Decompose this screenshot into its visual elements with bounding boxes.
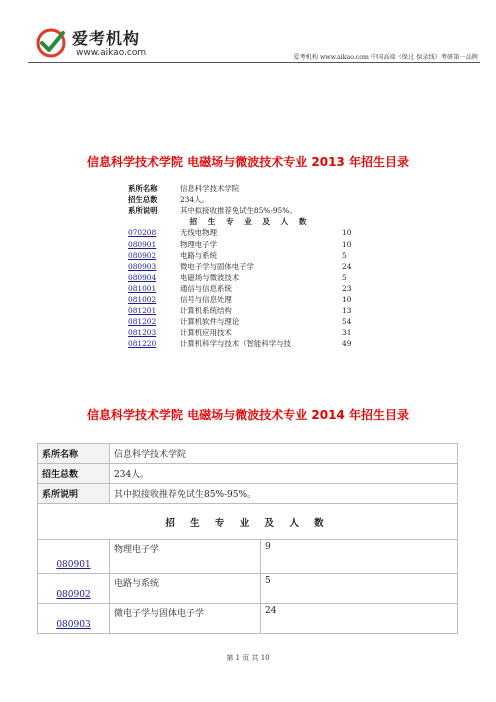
- table-row: [128, 272, 372, 283]
- aikao-logo: [36, 24, 176, 66]
- major-name: 计算机应用技术: [180, 328, 232, 338]
- table-row: [128, 250, 372, 261]
- total-label: 招生总数: [128, 195, 158, 205]
- dept-value: 信息科学技术学院: [110, 444, 458, 464]
- note-value: 其中拟接收推荐免试生85%-95%。: [110, 484, 458, 504]
- major-count: 10: [342, 228, 352, 238]
- major-code-link[interactable]: 080903: [56, 620, 91, 630]
- major-name: 微电子学与固体电子学: [180, 261, 254, 271]
- major-name: 计算机科学与技术（智能科学与技: [180, 339, 291, 349]
- major-count: 10: [342, 294, 352, 304]
- total-label: 招生总数: [38, 464, 110, 484]
- major-name: 物理电子学: [110, 540, 261, 574]
- major-code-link[interactable]: 081201: [128, 306, 157, 316]
- page-footer: 第 1 页 共 10: [226, 654, 270, 662]
- dept-row: [38, 444, 458, 464]
- major-code-link[interactable]: 080904: [128, 272, 157, 282]
- table-row: [128, 316, 372, 327]
- major-name: 计算机软件与理论: [180, 317, 240, 327]
- table-row: [128, 338, 372, 349]
- major-name: 电路与系统: [180, 250, 217, 260]
- major-count: 13: [342, 306, 352, 316]
- major-count: 5: [342, 272, 347, 282]
- list-header: 招 生 专 业 及 人 数: [189, 217, 311, 227]
- major-count: 24: [261, 604, 458, 634]
- major-name: 物理电子学: [180, 239, 217, 249]
- major-count: 49: [342, 339, 352, 349]
- major-code-link[interactable]: 080901: [56, 560, 91, 570]
- note-label: 系所说明: [128, 206, 158, 216]
- header-tagline: 爱考机构 www.aikao.com 中国高端（保过 保录线）考研第一品牌: [293, 54, 478, 61]
- header-divider: [28, 62, 480, 63]
- checkmark-logo-icon: [36, 28, 66, 58]
- section-2014-title: 信息科学技术学院 电磁场与微波技术专业 2014 年招生目录: [87, 408, 409, 422]
- table-row: [38, 574, 458, 604]
- major-name: 通信与信息系统: [180, 283, 232, 293]
- major-code-link[interactable]: 081002: [128, 294, 157, 304]
- note-label: 系所说明: [38, 484, 110, 504]
- table-row: [38, 604, 458, 634]
- table-row: [128, 238, 372, 249]
- major-code-link[interactable]: 081203: [128, 328, 157, 338]
- major-count: 5: [342, 250, 347, 260]
- major-name: 无线电物理: [180, 228, 217, 238]
- table-row: [128, 283, 372, 294]
- total-row: [128, 194, 372, 205]
- note-row: [128, 205, 372, 216]
- table-row: [128, 305, 372, 316]
- list-header-row: [128, 216, 372, 227]
- dept-value: 信息科学技术学院: [180, 184, 240, 194]
- note-row: [38, 484, 458, 504]
- section-2013-title: 信息科学技术学院 电磁场与微波技术专业 2013 年招生目录: [87, 155, 409, 169]
- major-code-link[interactable]: 081202: [128, 317, 157, 327]
- major-code-link[interactable]: 080903: [128, 261, 157, 271]
- dept-label: 系所名称: [128, 184, 158, 194]
- major-name: 电磁场与微波技术: [180, 272, 240, 282]
- major-name: 微电子学与固体电子学: [110, 604, 261, 634]
- major-count: 24: [342, 261, 352, 271]
- total-value: 234人。: [180, 195, 209, 205]
- table-row: [128, 227, 372, 238]
- dept-row: [128, 183, 372, 194]
- table-row: [38, 540, 458, 574]
- major-code-link[interactable]: 080902: [128, 250, 157, 260]
- table-row: [128, 327, 372, 338]
- major-name: 电路与系统: [110, 574, 261, 604]
- table-2014: [37, 443, 458, 634]
- major-code-link[interactable]: 080901: [128, 239, 157, 249]
- major-name: 信号与信息处理: [180, 294, 232, 304]
- table-row: [128, 294, 372, 305]
- total-value: 234人。: [110, 464, 458, 484]
- note-value: 其中拟接收推荐免试生85%-95%。: [180, 206, 297, 216]
- major-code-link[interactable]: 081220: [128, 339, 157, 349]
- major-count: 31: [342, 328, 352, 338]
- major-name: 计算机系统结构: [180, 306, 232, 316]
- table-row: [128, 261, 372, 272]
- table-2013: [128, 183, 372, 349]
- list-header-row: [38, 504, 458, 540]
- major-count: 5: [261, 574, 458, 604]
- major-code-link[interactable]: 070208: [128, 228, 157, 238]
- total-row: [38, 464, 458, 484]
- major-count: 54: [342, 317, 352, 327]
- list-header: 招 生 专 业 及 人 数: [38, 504, 458, 540]
- major-code-link[interactable]: 080902: [56, 590, 91, 600]
- major-count: 10: [342, 239, 352, 249]
- logo-url: www.aikao.com: [76, 48, 147, 58]
- dept-label: 系所名称: [38, 444, 110, 464]
- major-count: 9: [261, 540, 458, 574]
- logo-title: 爱考机构: [72, 29, 141, 48]
- major-count: 23: [342, 283, 352, 293]
- major-code-link[interactable]: 081001: [128, 283, 157, 293]
